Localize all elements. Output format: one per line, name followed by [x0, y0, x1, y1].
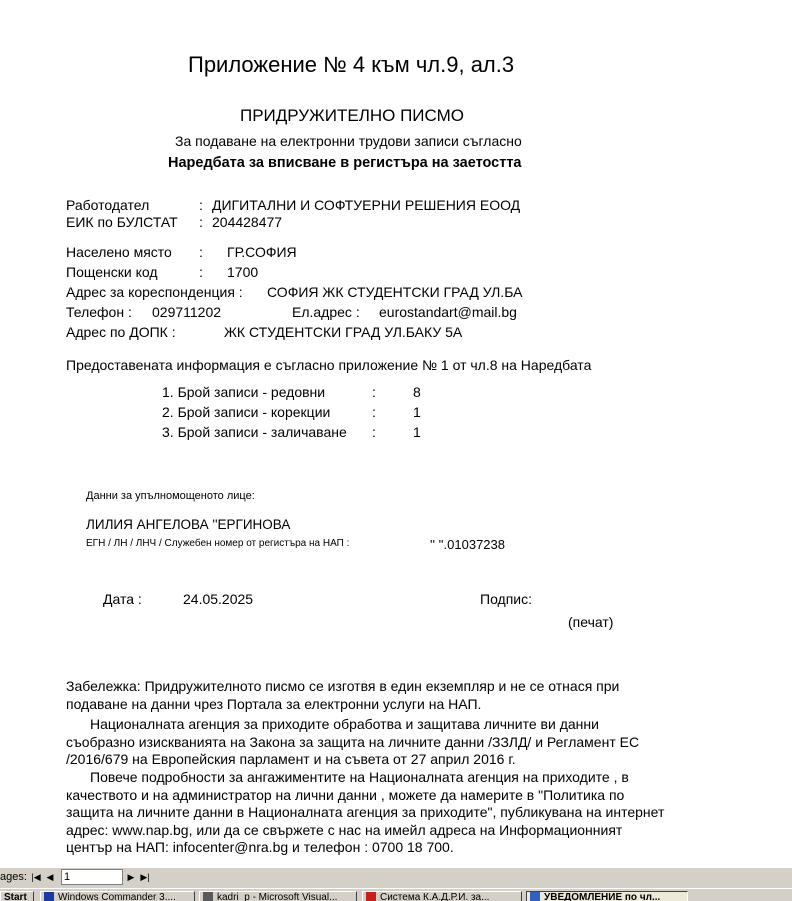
record-value: 1 — [413, 404, 421, 420]
taskbar — [0, 888, 792, 901]
privacy-paragraph-2: Повече подробности за ангажиментите на Националната агенция на приходите , в качеството и на администратор на лични данни , можете да намерите в "Политика по защита на личните данни в Националната агенция за приходите", публикувана на интернет адрес: www.nap.bg, или да се свържете с нас на имейл адреса на Информационният център на НАП: infocenter@nra.bg и телефон : 0700 18 700. — [66, 769, 665, 855]
colon: : — [199, 214, 203, 230]
eik-value: 204428477 — [212, 214, 283, 230]
page-navigation-bar — [0, 867, 792, 888]
app-icon — [366, 892, 376, 901]
dopk-label: Адрес по ДОПК : — [66, 324, 176, 340]
info-line: Предоставената информация е съгласно приложение № 1 от чл.8 на Наредбата — [66, 357, 592, 373]
authorized-name: ЛИЛИЯ АНГЕЛОВА ''ЕРГИНОВА — [86, 517, 291, 532]
record-value: 1 — [413, 424, 421, 440]
correspondence-value: СОФИЯ ЖК СТУДЕНТСКИ ГРАД УЛ.БА — [267, 284, 523, 300]
first-page-button[interactable]: |◀ — [30, 870, 42, 885]
eik-label: ЕИК по БУЛСТАТ — [66, 214, 178, 230]
pages-label: ages: — [0, 871, 27, 883]
colon: : — [372, 424, 376, 440]
date-label: Дата : — [103, 591, 142, 607]
postcode-label: Пощенски код — [66, 264, 158, 280]
correspondence-label: Адрес за кореспонденция : — [66, 284, 243, 300]
letter-heading: ПРИДРУЖИТЕЛНО ПИСМО — [240, 106, 464, 125]
postcode-value: 1700 — [227, 264, 259, 280]
record-label: 3. Брой записи - заличаване — [162, 424, 347, 440]
app-icon — [44, 892, 54, 901]
email-label: Ел.адрес : — [292, 304, 360, 320]
colon: : — [199, 244, 203, 260]
document-title: Приложение № 4 към чл.9, ал.3 — [188, 52, 515, 77]
taskbar-item[interactable]: kadri_p - Microsoft Visual... — [199, 891, 357, 901]
date-value: 24.05.2025 — [183, 591, 254, 607]
city-value: ГР.СОФИЯ — [227, 244, 297, 260]
letter-subtitle-bold: Наредбата за вписване в регистъра на заетостта — [168, 155, 522, 171]
authorized-id-value: '' ''.01037238 — [430, 537, 505, 552]
taskbar-item[interactable]: Windows Commander 3.... — [40, 891, 195, 901]
taskbar-item[interactable]: Система К.А.Д.Р.И. за... — [362, 891, 522, 901]
employer-label: Работодател — [66, 197, 150, 213]
colon: : — [199, 197, 203, 213]
record-value: 8 — [413, 384, 421, 400]
next-page-button[interactable]: ▶ — [125, 870, 137, 885]
app-icon — [530, 892, 540, 901]
colon: : — [372, 384, 376, 400]
city-label: Населено място — [66, 244, 172, 260]
phone-value: 029711202 — [152, 304, 222, 320]
stamp-label: (печат) — [568, 614, 614, 630]
record-label: 1. Брой записи - редовни — [162, 384, 326, 400]
letter-subtitle: За подаване на електронни трудови записи съгласно — [175, 133, 522, 149]
colon: : — [372, 404, 376, 420]
dopk-value: ЖК СТУДЕНТСКИ ГРАД УЛ.БАКУ 5А — [224, 324, 463, 340]
start-button[interactable]: Start — [0, 891, 34, 901]
page-number-input[interactable]: 1 — [61, 869, 123, 885]
authorized-id-label: ЕГН / ЛН / ЛНЧ / Служебен номер от регистъра на НАП : — [86, 538, 350, 549]
prev-page-button[interactable]: ◀ — [44, 870, 56, 885]
taskbar-item-active[interactable]: УВЕДОМЛЕНИЕ по чл... — [526, 891, 688, 901]
email-value: eurostandart@mail.bg — [379, 304, 517, 320]
signature-label: Подпис: — [480, 591, 533, 607]
app-icon — [203, 892, 213, 901]
last-page-button[interactable]: ▶| — [139, 870, 151, 885]
authorized-label: Данни за упълномощеното лице: — [86, 490, 255, 502]
phone-label: Телефон : — [66, 304, 132, 320]
note-paragraph: Забележка: Придружителното писмо се изготвя в един екземпляр и не се отнася при подаване на данни чрез Портала за електронни услуги на НАП. — [66, 678, 620, 712]
colon: : — [199, 264, 203, 280]
employer-value: ДИГИТАЛНИ И СОФТУЕРНИ РЕШЕНИЯ ЕООД — [212, 197, 521, 213]
record-label: 2. Брой записи - корекции — [162, 404, 331, 420]
privacy-paragraph: Националната агенция за приходите обработва и защитава личните ви данни съобразно изискванията на Закона за защита на личните данни /ЗЗЛД/ и Регламент ЕС /2016/679 на Европейския парламент и на съвета от 27 април 2016 г. — [66, 716, 640, 767]
